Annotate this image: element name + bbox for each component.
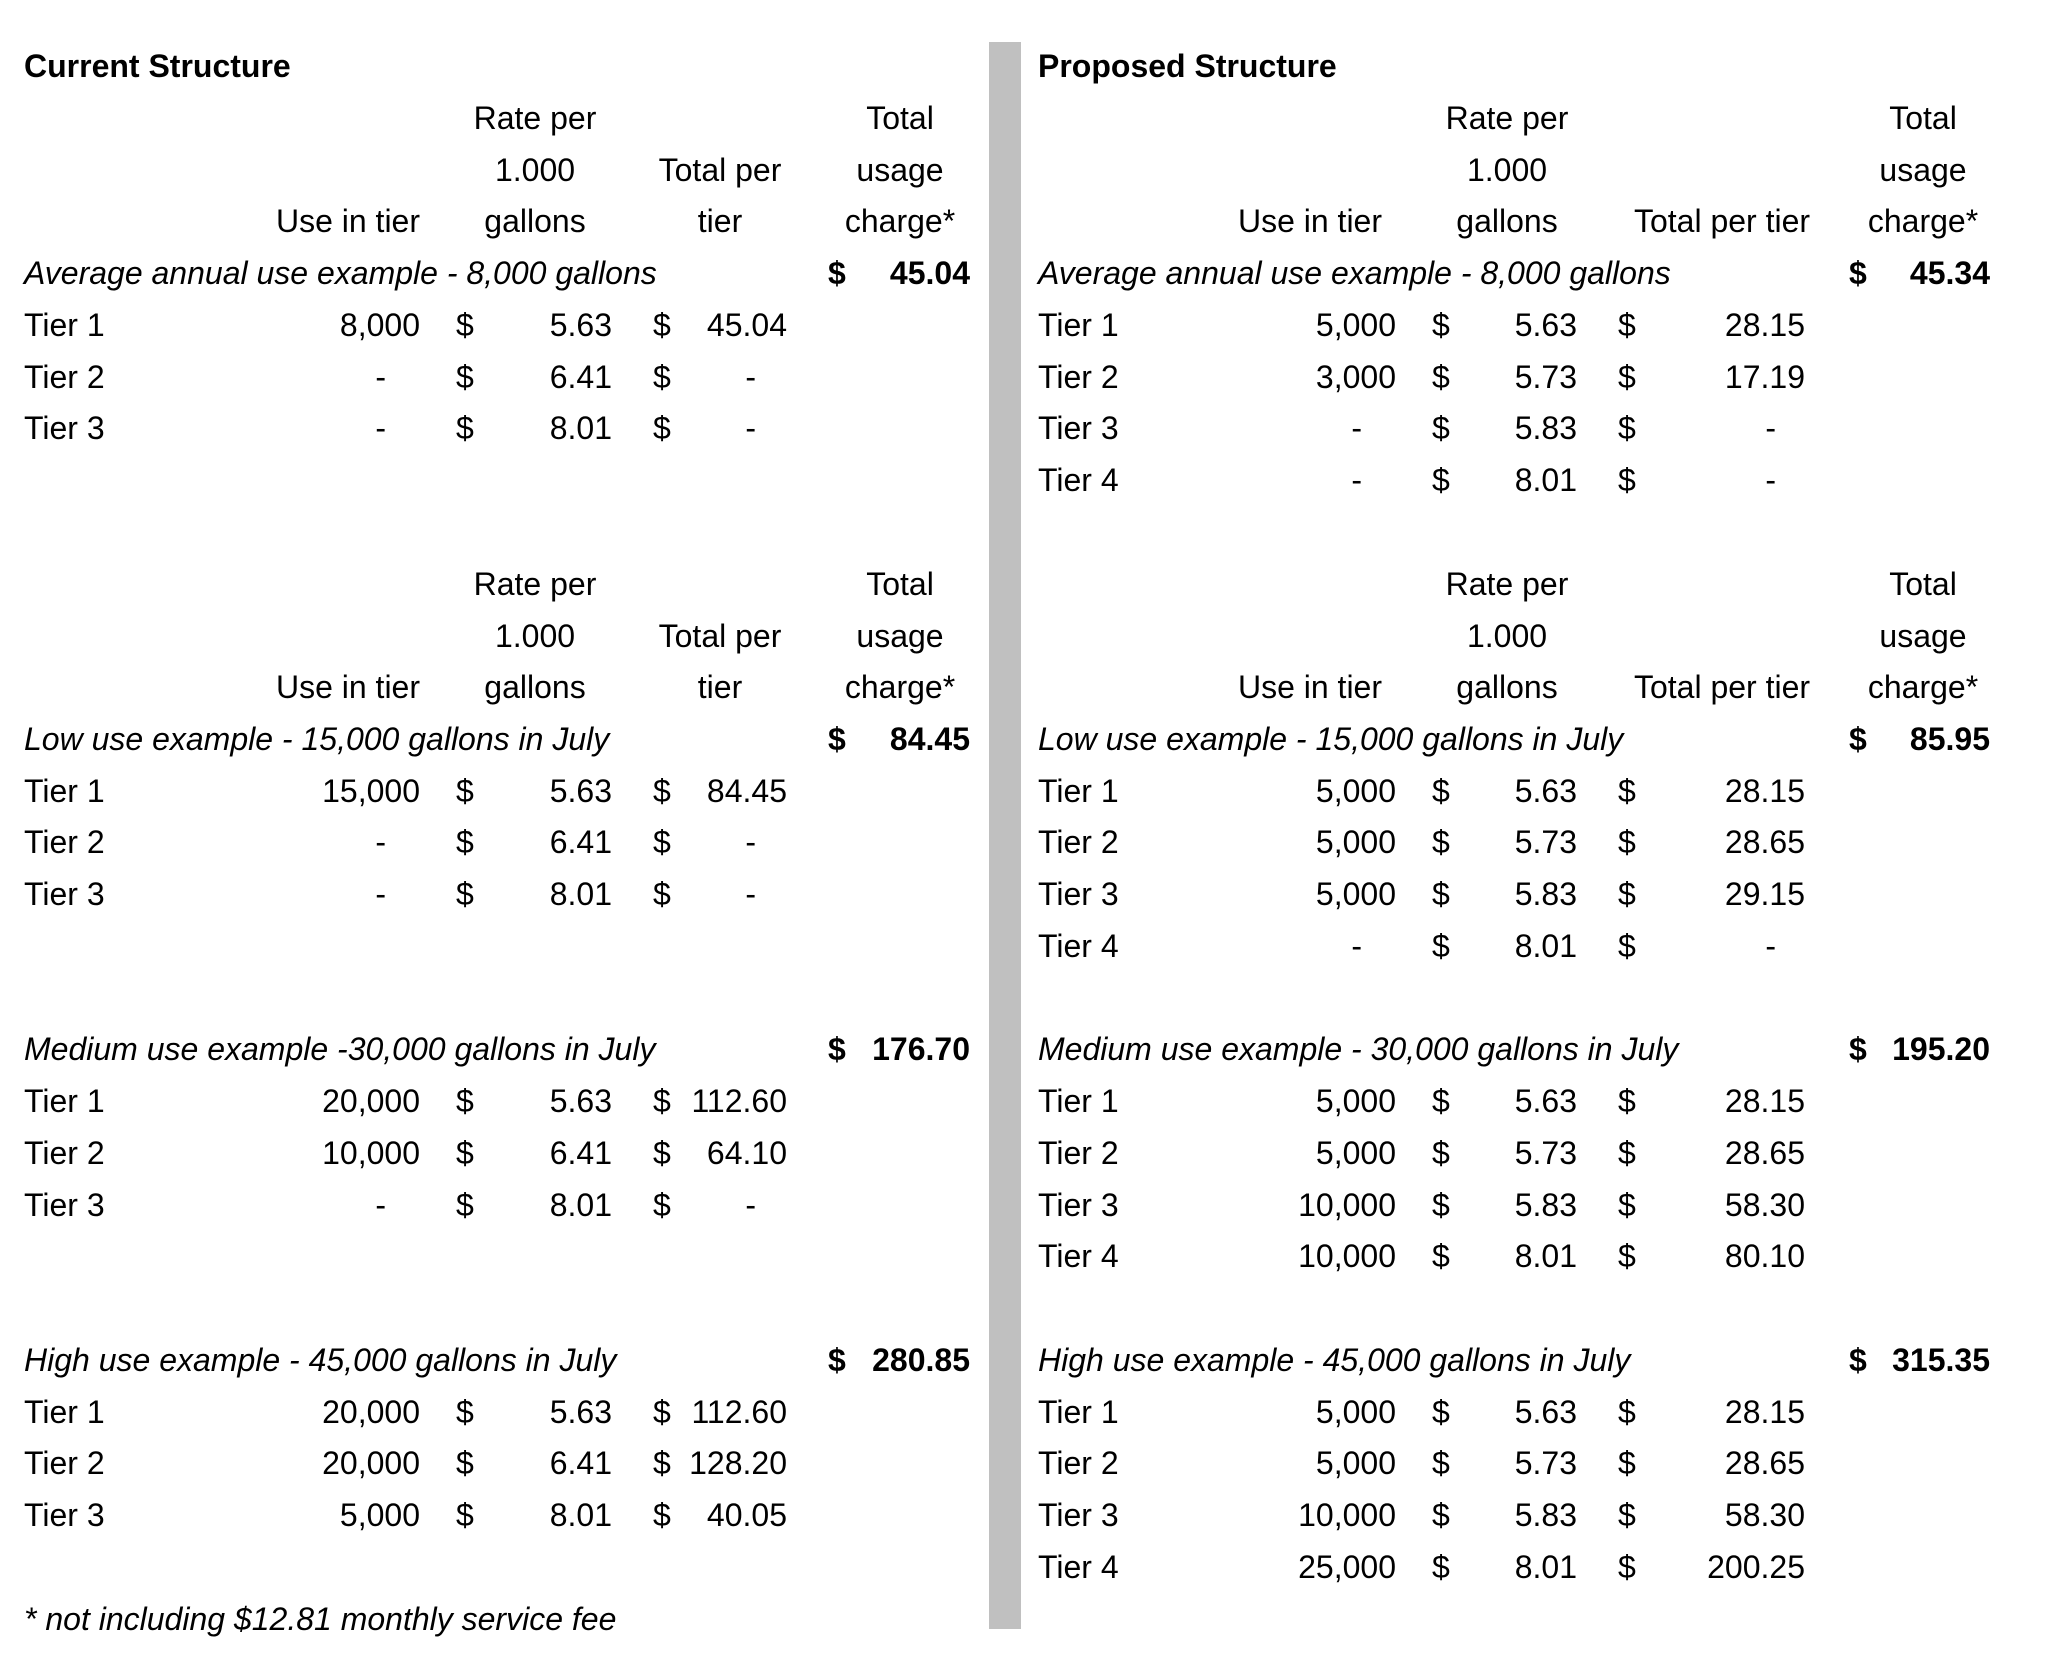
currency-symbol: $ xyxy=(1618,1549,1636,1585)
currency-symbol: $ xyxy=(828,255,846,291)
tier-name: Tier 1 xyxy=(1038,773,1119,809)
header-row-3 xyxy=(0,661,989,713)
total-per-header-line1: Total per xyxy=(658,152,782,188)
currency-symbol: $ xyxy=(1618,307,1636,343)
tier-rate: 5.83 xyxy=(1514,1497,1577,1533)
tier-name: Tier 4 xyxy=(1038,928,1119,964)
tier-row xyxy=(1021,1489,2048,1541)
currency-symbol: $ xyxy=(653,876,671,912)
tier-rate: 5.63 xyxy=(549,1083,612,1119)
tier-amount: 28.65 xyxy=(1724,1445,1805,1481)
tier-rate: 5.63 xyxy=(1514,307,1577,343)
currency-symbol: $ xyxy=(653,1445,671,1481)
tier-row xyxy=(0,1127,989,1179)
currency-symbol: $ xyxy=(456,1187,474,1223)
tier-row xyxy=(0,765,989,817)
tier-rate: 5.73 xyxy=(1514,359,1577,395)
current-title-row xyxy=(0,40,989,92)
tier-rate: 5.63 xyxy=(1514,1394,1577,1430)
tier-use: - xyxy=(1351,410,1362,446)
tier-rate: 5.63 xyxy=(549,307,612,343)
tier-row xyxy=(0,1489,989,1541)
tier-use: 25,000 xyxy=(1298,1549,1396,1585)
currency-symbol: $ xyxy=(1618,359,1636,395)
tier-name: Tier 3 xyxy=(24,876,105,912)
tier-name: Tier 4 xyxy=(1038,462,1119,498)
tier-rate: 5.63 xyxy=(1514,1083,1577,1119)
currency-symbol: $ xyxy=(1432,1238,1450,1274)
currency-symbol: $ xyxy=(1849,1342,1867,1378)
section-total: 280.85 xyxy=(872,1342,970,1378)
rate-header-line1: Rate per xyxy=(473,566,597,602)
tier-row xyxy=(1021,765,2048,817)
currency-symbol: $ xyxy=(1618,1083,1636,1119)
rate-header-line1: Rate per xyxy=(1445,566,1569,602)
usage-header-line3: charge* xyxy=(1867,203,1979,239)
header-row-1 xyxy=(0,92,989,144)
tier-amount: 28.15 xyxy=(1724,773,1805,809)
currency-symbol: $ xyxy=(1432,1497,1450,1533)
current-structure-panel xyxy=(0,0,989,1667)
tier-amount: 58.30 xyxy=(1724,1187,1805,1223)
section-label-row xyxy=(0,1023,989,1075)
section-label: Average annual use example - 8,000 gallons xyxy=(1038,255,1671,291)
header-row-1 xyxy=(0,558,989,610)
use-in-tier-header: Use in tier xyxy=(275,669,420,705)
currency-symbol: $ xyxy=(1432,462,1450,498)
currency-symbol: $ xyxy=(653,1135,671,1171)
tier-use: - xyxy=(1351,462,1362,498)
section-label: High use example - 45,000 gallons in July xyxy=(1038,1342,1631,1378)
header-row-2 xyxy=(0,144,989,196)
rate-header-line3: gallons xyxy=(484,203,586,239)
rate-header-line3: gallons xyxy=(1456,669,1558,705)
tier-amount: 80.10 xyxy=(1724,1238,1805,1274)
tier-name: Tier 1 xyxy=(1038,1394,1119,1430)
tier-use: 5,000 xyxy=(1315,876,1396,912)
header-row-3 xyxy=(1021,195,2048,247)
section-total: 84.45 xyxy=(889,721,970,757)
header-row-3 xyxy=(0,195,989,247)
currency-symbol: $ xyxy=(1618,462,1636,498)
tier-use: 5,000 xyxy=(1315,773,1396,809)
proposed-structure-title: Proposed Structure xyxy=(1038,48,1337,84)
tier-amount: - xyxy=(745,876,756,912)
tier-amount: 84.45 xyxy=(706,773,787,809)
header-row-1 xyxy=(1021,558,2048,610)
rate-header-line1: Rate per xyxy=(1445,100,1569,136)
footnote: * not including $12.81 monthly service fee xyxy=(24,1601,617,1637)
section-total: 176.70 xyxy=(872,1031,970,1067)
tier-name: Tier 2 xyxy=(1038,1135,1119,1171)
tier-row xyxy=(0,1179,989,1231)
currency-symbol: $ xyxy=(1432,773,1450,809)
tier-amount: 64.10 xyxy=(706,1135,787,1171)
header-row-2 xyxy=(1021,144,2048,196)
usage-header-line3: charge* xyxy=(1867,669,1979,705)
rate-header-line3: gallons xyxy=(1456,203,1558,239)
tier-row xyxy=(1021,299,2048,351)
tier-name: Tier 3 xyxy=(1038,876,1119,912)
tier-rate: 8.01 xyxy=(1514,928,1577,964)
currency-symbol: $ xyxy=(1618,1497,1636,1533)
currency-symbol: $ xyxy=(653,307,671,343)
section-label-row xyxy=(1021,247,2048,299)
currency-symbol: $ xyxy=(1432,1549,1450,1585)
header-row-2 xyxy=(0,610,989,662)
tier-amount: - xyxy=(745,410,756,446)
tier-name: Tier 1 xyxy=(24,1394,105,1430)
tier-use: 15,000 xyxy=(322,773,420,809)
tier-row xyxy=(1021,1075,2048,1127)
currency-symbol: $ xyxy=(653,824,671,860)
currency-symbol: $ xyxy=(1618,1135,1636,1171)
tier-use: - xyxy=(375,1187,386,1223)
currency-symbol: $ xyxy=(456,1445,474,1481)
tier-rate: 6.41 xyxy=(549,359,612,395)
currency-symbol: $ xyxy=(456,1394,474,1430)
tier-rate: 5.83 xyxy=(1514,876,1577,912)
currency-symbol: $ xyxy=(653,1394,671,1430)
tier-row xyxy=(1021,1386,2048,1438)
tier-name: Tier 3 xyxy=(1038,1187,1119,1223)
tier-name: Tier 1 xyxy=(24,307,105,343)
currency-symbol: $ xyxy=(1432,1083,1450,1119)
tier-use: 3,000 xyxy=(1315,359,1396,395)
tier-name: Tier 2 xyxy=(24,1445,105,1481)
current-structure-title: Current Structure xyxy=(24,48,291,84)
section-label: Low use example - 15,000 gallons in July xyxy=(24,721,610,757)
usage-header-line1: Total xyxy=(866,566,934,602)
tier-name: Tier 3 xyxy=(1038,410,1119,446)
tier-name: Tier 3 xyxy=(24,1187,105,1223)
section-total: 45.34 xyxy=(1909,255,1990,291)
tier-use: 5,000 xyxy=(1315,824,1396,860)
tier-use: 10,000 xyxy=(322,1135,420,1171)
currency-symbol: $ xyxy=(1432,824,1450,860)
currency-symbol: $ xyxy=(653,773,671,809)
tier-rate: 5.73 xyxy=(1514,1445,1577,1481)
section-total: 45.04 xyxy=(889,255,970,291)
tier-use: 5,000 xyxy=(1315,1394,1396,1430)
tier-amount: - xyxy=(1765,410,1776,446)
tier-rate: 8.01 xyxy=(549,1187,612,1223)
tier-amount: - xyxy=(1765,928,1776,964)
tier-use: 5,000 xyxy=(339,1497,420,1533)
tier-amount: - xyxy=(745,824,756,860)
tier-name: Tier 1 xyxy=(1038,307,1119,343)
section-total: 85.95 xyxy=(1909,721,1990,757)
tier-row xyxy=(1021,816,2048,868)
tier-use: - xyxy=(375,876,386,912)
total-per-tier-header: Total per tier xyxy=(1633,203,1811,239)
tier-name: Tier 4 xyxy=(1038,1549,1119,1585)
tier-row xyxy=(1021,1127,2048,1179)
tier-use: 5,000 xyxy=(1315,1445,1396,1481)
usage-header-line1: Total xyxy=(866,100,934,136)
tier-amount: - xyxy=(745,1187,756,1223)
total-per-header-line1: Total per xyxy=(658,618,782,654)
currency-symbol: $ xyxy=(1618,1238,1636,1274)
currency-symbol: $ xyxy=(653,1083,671,1119)
tier-name: Tier 2 xyxy=(24,359,105,395)
currency-symbol: $ xyxy=(456,1497,474,1533)
tier-row xyxy=(1021,1541,2048,1593)
section-label-row xyxy=(1021,713,2048,765)
tier-rate: 5.63 xyxy=(549,773,612,809)
tier-row xyxy=(1021,1437,2048,1489)
tier-amount: 112.60 xyxy=(691,1394,787,1430)
currency-symbol: $ xyxy=(828,1342,846,1378)
tier-name: Tier 1 xyxy=(24,773,105,809)
tier-rate: 5.63 xyxy=(549,1394,612,1430)
currency-symbol: $ xyxy=(1432,876,1450,912)
tier-name: Tier 4 xyxy=(1038,1238,1119,1274)
usage-header-line1: Total xyxy=(1889,100,1957,136)
tier-amount: 28.15 xyxy=(1724,1083,1805,1119)
tier-rate: 8.01 xyxy=(1514,462,1577,498)
tier-row xyxy=(1021,1179,2048,1231)
section-label: Low use example - 15,000 gallons in July xyxy=(1038,721,1624,757)
tier-row xyxy=(0,1075,989,1127)
tier-use: - xyxy=(375,824,386,860)
tier-rate: 5.83 xyxy=(1514,1187,1577,1223)
tier-rate: 5.83 xyxy=(1514,410,1577,446)
tier-use: - xyxy=(1351,928,1362,964)
tier-rate: 6.41 xyxy=(549,824,612,860)
tier-rate: 5.73 xyxy=(1514,1135,1577,1171)
currency-symbol: $ xyxy=(828,721,846,757)
currency-symbol: $ xyxy=(828,1031,846,1067)
tier-name: Tier 2 xyxy=(1038,1445,1119,1481)
header-row-3 xyxy=(1021,661,2048,713)
section-label: Medium use example -30,000 gallons in July xyxy=(24,1031,656,1067)
tier-row xyxy=(1021,920,2048,972)
currency-symbol: $ xyxy=(1618,928,1636,964)
tier-use: 5,000 xyxy=(1315,1083,1396,1119)
currency-symbol: $ xyxy=(1618,1445,1636,1481)
use-in-tier-header: Use in tier xyxy=(275,203,420,239)
tier-name: Tier 1 xyxy=(24,1083,105,1119)
rate-header-line2: 1.000 xyxy=(494,152,576,188)
tier-row xyxy=(1021,351,2048,403)
tier-row xyxy=(0,816,989,868)
currency-symbol: $ xyxy=(456,410,474,446)
tier-amount: 40.05 xyxy=(706,1497,787,1533)
tier-amount: 58.30 xyxy=(1724,1497,1805,1533)
use-in-tier-header: Use in tier xyxy=(1237,669,1382,705)
proposed-structure-panel xyxy=(1021,0,2048,1667)
tier-amount: 128.20 xyxy=(689,1445,787,1481)
header-row-1 xyxy=(1021,92,2048,144)
total-per-header-line2: tier xyxy=(697,669,743,705)
tier-row xyxy=(0,1437,989,1489)
tier-row xyxy=(1021,402,2048,454)
tier-use: 8,000 xyxy=(339,307,420,343)
currency-symbol: $ xyxy=(456,359,474,395)
tier-use: 5,000 xyxy=(1315,307,1396,343)
tier-row xyxy=(0,1386,989,1438)
currency-symbol: $ xyxy=(653,1187,671,1223)
currency-symbol: $ xyxy=(1849,1031,1867,1067)
section-label: Average annual use example - 8,000 gallons xyxy=(24,255,657,291)
tier-use: - xyxy=(375,410,386,446)
tier-amount: - xyxy=(745,359,756,395)
section-label-row xyxy=(0,247,989,299)
currency-symbol: $ xyxy=(1432,928,1450,964)
tier-amount: 28.15 xyxy=(1724,307,1805,343)
tier-rate: 8.01 xyxy=(549,1497,612,1533)
tier-name: Tier 3 xyxy=(1038,1497,1119,1533)
section-label: High use example - 45,000 gallons in July xyxy=(24,1342,617,1378)
tier-use: 20,000 xyxy=(322,1394,420,1430)
tier-rate: 8.01 xyxy=(1514,1238,1577,1274)
tier-use: 5,000 xyxy=(1315,1135,1396,1171)
tier-amount: 29.15 xyxy=(1724,876,1805,912)
tier-rate: 8.01 xyxy=(1514,1549,1577,1585)
use-in-tier-header: Use in tier xyxy=(1237,203,1382,239)
currency-symbol: $ xyxy=(653,1497,671,1533)
currency-symbol: $ xyxy=(1849,721,1867,757)
currency-symbol: $ xyxy=(1618,1187,1636,1223)
section-total: 195.20 xyxy=(1892,1031,1990,1067)
tier-amount: 28.65 xyxy=(1724,1135,1805,1171)
currency-symbol: $ xyxy=(456,824,474,860)
tier-rate: 6.41 xyxy=(549,1445,612,1481)
rate-header-line3: gallons xyxy=(484,669,586,705)
tier-use: 10,000 xyxy=(1298,1238,1396,1274)
usage-header-line2: usage xyxy=(1879,152,1967,188)
structure-divider xyxy=(989,42,1021,1629)
tier-name: Tier 2 xyxy=(24,824,105,860)
total-per-header-line2: tier xyxy=(697,203,743,239)
currency-symbol: $ xyxy=(1432,359,1450,395)
tier-name: Tier 3 xyxy=(24,410,105,446)
tier-name: Tier 3 xyxy=(24,1497,105,1533)
total-per-tier-header: Total per tier xyxy=(1633,669,1811,705)
tier-amount: 200.25 xyxy=(1707,1549,1805,1585)
currency-symbol: $ xyxy=(1849,255,1867,291)
currency-symbol: $ xyxy=(653,359,671,395)
tier-rate: 6.41 xyxy=(549,1135,612,1171)
rate-header-line2: 1.000 xyxy=(1466,618,1548,654)
tier-amount: 28.15 xyxy=(1724,1394,1805,1430)
section-label-row xyxy=(1021,1023,2048,1075)
rate-header-line1: Rate per xyxy=(473,100,597,136)
currency-symbol: $ xyxy=(1432,410,1450,446)
section-label-row xyxy=(0,1334,989,1386)
tier-use: 20,000 xyxy=(322,1083,420,1119)
tier-row xyxy=(0,868,989,920)
usage-header-line3: charge* xyxy=(844,669,956,705)
tier-row xyxy=(0,351,989,403)
section-total: 315.35 xyxy=(1892,1342,1990,1378)
usage-header-line3: charge* xyxy=(844,203,956,239)
currency-symbol: $ xyxy=(1618,1394,1636,1430)
tier-amount: 17.19 xyxy=(1724,359,1805,395)
usage-header-line2: usage xyxy=(856,618,944,654)
rate-header-line2: 1.000 xyxy=(494,618,576,654)
usage-header-line2: usage xyxy=(1879,618,1967,654)
currency-symbol: $ xyxy=(653,410,671,446)
tier-row xyxy=(1021,454,2048,506)
tier-row xyxy=(0,402,989,454)
currency-symbol: $ xyxy=(1432,1394,1450,1430)
tier-rate: 5.63 xyxy=(1514,773,1577,809)
currency-symbol: $ xyxy=(456,1135,474,1171)
tier-name: Tier 2 xyxy=(1038,824,1119,860)
tier-amount: 112.60 xyxy=(691,1083,787,1119)
tier-name: Tier 2 xyxy=(24,1135,105,1171)
currency-symbol: $ xyxy=(1432,1187,1450,1223)
currency-symbol: $ xyxy=(456,1083,474,1119)
tier-row xyxy=(0,299,989,351)
currency-symbol: $ xyxy=(1618,824,1636,860)
tier-rate: 8.01 xyxy=(549,410,612,446)
tier-use: 10,000 xyxy=(1298,1187,1396,1223)
tier-row xyxy=(1021,1230,2048,1282)
tier-amount: 45.04 xyxy=(706,307,787,343)
currency-symbol: $ xyxy=(1618,773,1636,809)
currency-symbol: $ xyxy=(1432,1135,1450,1171)
section-label-row xyxy=(0,713,989,765)
section-label: Medium use example - 30,000 gallons in July xyxy=(1038,1031,1679,1067)
currency-symbol: $ xyxy=(456,773,474,809)
tier-name: Tier 2 xyxy=(1038,359,1119,395)
currency-symbol: $ xyxy=(1432,307,1450,343)
tier-use: 10,000 xyxy=(1298,1497,1396,1533)
rate-header-line2: 1.000 xyxy=(1466,152,1548,188)
section-label-row xyxy=(1021,1334,2048,1386)
usage-header-line2: usage xyxy=(856,152,944,188)
currency-symbol: $ xyxy=(1432,1445,1450,1481)
proposed-title-row xyxy=(1021,40,2048,92)
tier-rate: 5.73 xyxy=(1514,824,1577,860)
header-row-2 xyxy=(1021,610,2048,662)
currency-symbol: $ xyxy=(456,876,474,912)
tier-name: Tier 1 xyxy=(1038,1083,1119,1119)
tier-use: - xyxy=(375,359,386,395)
tier-rate: 8.01 xyxy=(549,876,612,912)
tier-use: 20,000 xyxy=(322,1445,420,1481)
usage-header-line1: Total xyxy=(1889,566,1957,602)
tier-amount: 28.65 xyxy=(1724,824,1805,860)
currency-symbol: $ xyxy=(456,307,474,343)
footnote-row xyxy=(0,1593,989,1645)
currency-symbol: $ xyxy=(1618,876,1636,912)
currency-symbol: $ xyxy=(1618,410,1636,446)
tier-row xyxy=(1021,868,2048,920)
tier-amount: - xyxy=(1765,462,1776,498)
